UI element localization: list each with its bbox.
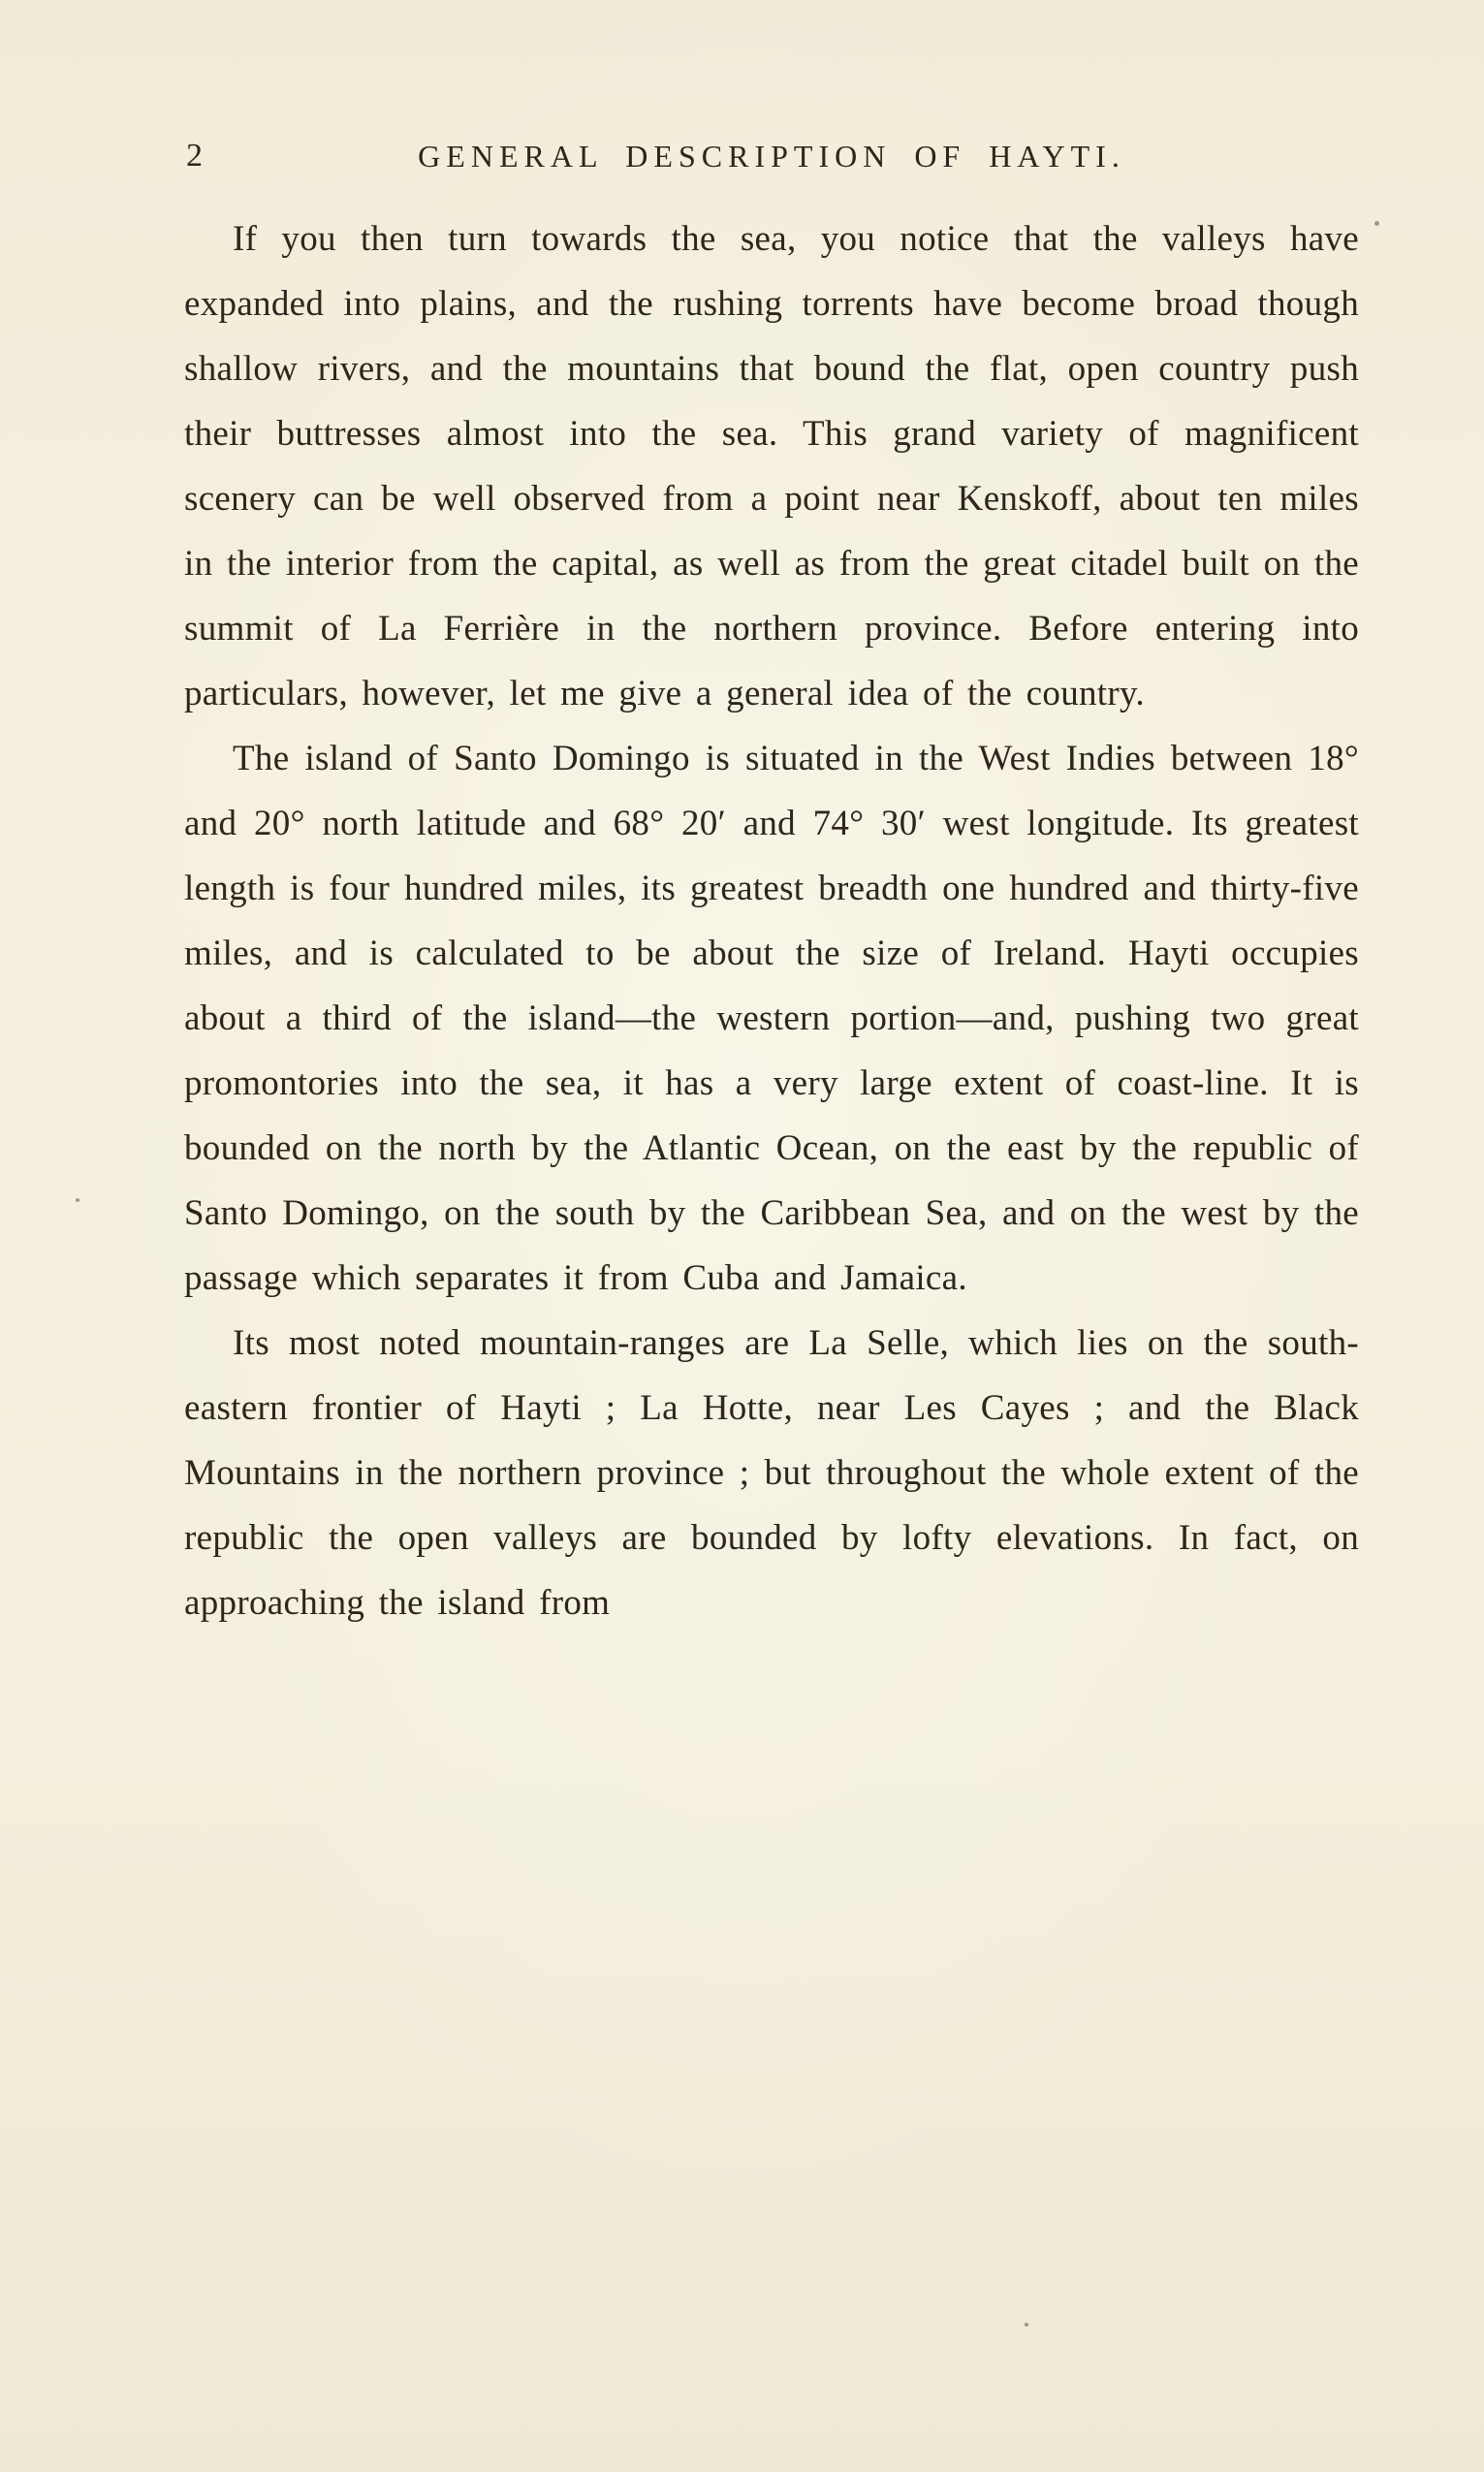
book-page bbox=[184, 131, 1359, 1635]
paragraph: If you then turn towards the sea, you notice that the valleys have expanded into plains, and the rushing torrents have become broad though shallow rivers, and the mountains that bound the flat, open country push their buttresses almost into the sea. This grand variety of magnificent scenery can be well observed from a point near Kenskoff, about ten miles in the interior from the capital, as well as from the great citadel built on the summit of La Ferrière in the northern province. Before entering into particulars, however, let me give a general idea of the country. bbox=[184, 219, 1359, 713]
scan-speck bbox=[1025, 2323, 1028, 2327]
running-header-title: GENERAL DESCRIPTION OF HAYTI. bbox=[418, 139, 1125, 174]
paragraph: Its most noted mountain-ranges are La Selle, which lies on the south-eastern frontier of Hayti ; La Hotte, near Les Cayes ; and the Black Mountains in the northern province ; but throughout the whole extent of the republic the open valleys are bounded by lofty elevations. In fact, on approaching the island from bbox=[184, 1323, 1359, 1623]
page-number: 2 bbox=[186, 138, 203, 174]
page-body-text bbox=[184, 206, 1359, 1635]
scan-speck bbox=[76, 1198, 79, 1202]
running-header bbox=[184, 131, 1359, 181]
scan-speck bbox=[1374, 221, 1379, 226]
paragraph: The island of Santo Domingo is situated in the West Indies between 18° and 20° north latitude and 68° 20′ and 74° 30′ west longitude. Its greatest length is four hundred miles, its greatest breadth one hundred and thirty-five miles, and is calculated to be about the size of Ireland. Hayti occupies about a third of the island—the western portion—and, pushing two great promontories into the sea, it has a very large extent of coast-line. It is bounded on the north by the Atlantic Ocean, on the east by the republic of Santo Domingo, on the south by the Caribbean Sea, and on the west by the passage which separates it from Cuba and Jamaica. bbox=[184, 739, 1359, 1298]
